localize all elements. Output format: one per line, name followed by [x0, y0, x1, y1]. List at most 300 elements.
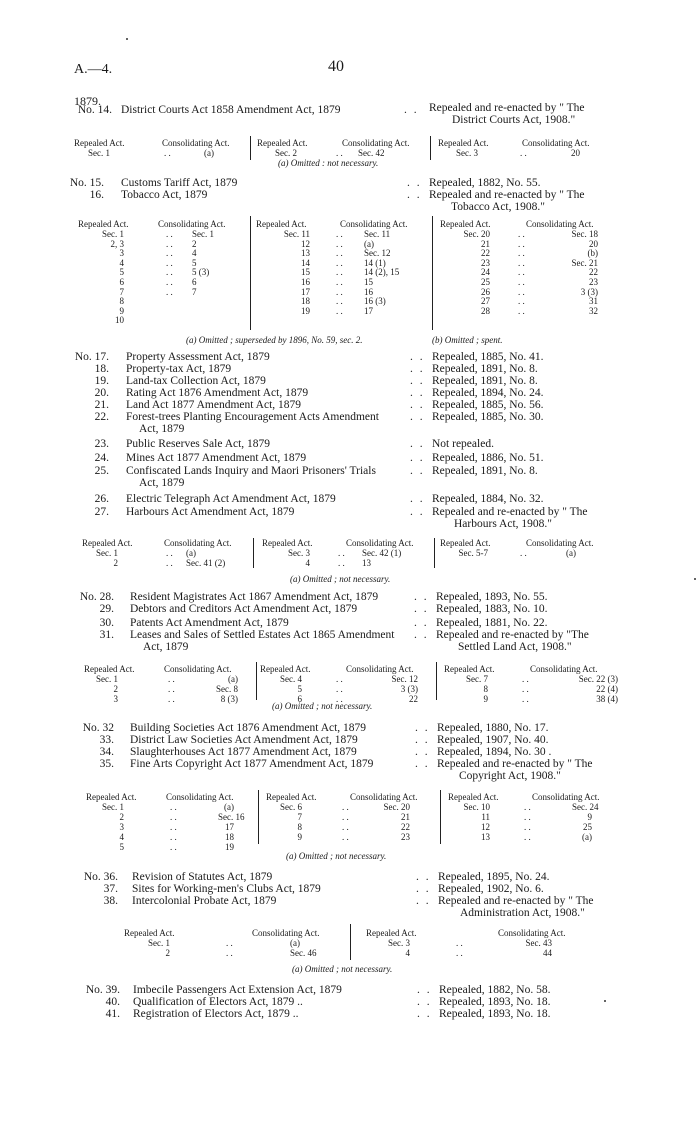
table-cell: . .: [518, 257, 525, 268]
act-title: Debtors and Creditors Act Amendment Act, 1879: [130, 603, 358, 615]
document-reference: A.—4.: [74, 62, 113, 77]
act-title: Revision of Statutes Act, 1879: [132, 871, 273, 883]
act-number: 30.: [99, 617, 114, 629]
header-consolidating-act: Consolidating Act.: [532, 792, 600, 802]
table-cell: 20: [589, 238, 598, 249]
table-cell: 23: [481, 257, 490, 268]
table-cell: . .: [168, 693, 175, 704]
act-number: No. 32: [82, 722, 114, 734]
column-rule: [258, 790, 259, 844]
act-status-continued: Tobacco Act, 1908.": [451, 201, 545, 213]
table-cell: . .: [168, 674, 175, 684]
act-number: No. 39.: [85, 984, 120, 996]
leader-dots: . .: [404, 104, 419, 116]
table-cell: 4: [192, 248, 197, 259]
act-status: Repealed, 1891, No. 8.: [432, 465, 538, 477]
table-cell: Sec. 42 (1): [362, 548, 402, 558]
header-consolidating-act: Consolidating Act.: [158, 219, 226, 229]
act-title: Slaughterhouses Act 1877 Amendment Act, 1879: [130, 746, 357, 758]
act-status: Repealed, 1894, No. 24.: [432, 387, 544, 399]
act-status: Repealed and re-enacted by " The: [429, 189, 585, 201]
table-footnote: (a) Omitted ; not necessary.: [290, 574, 391, 584]
table-cell: 38 (4): [596, 693, 618, 704]
act-number: 18.: [94, 363, 109, 375]
table-cell: (a): [224, 802, 234, 812]
table-cell: Sec. 2: [275, 148, 297, 158]
table-cell: . .: [336, 277, 343, 287]
table-cell: Sec. 7: [466, 674, 488, 684]
act-status: Repealed, 1893, No. 18.: [439, 996, 551, 1008]
act-number: 23.: [94, 438, 109, 450]
act-number: No. 17.: [74, 351, 109, 363]
table-cell: . .: [336, 683, 343, 694]
act-title: Property Assessment Act, 1879: [126, 351, 270, 363]
table-cell: 4: [305, 558, 310, 568]
table-cell: . .: [164, 148, 171, 158]
act-title: Resident Magistrates Act 1867 Amendment Act, 1879: [130, 591, 379, 603]
table-cell: . .: [518, 238, 525, 249]
table-cell: . .: [338, 548, 345, 558]
table-cell: 22 (4): [596, 683, 618, 694]
act-status-continued: Harbours Act, 1908.": [454, 518, 552, 530]
table-cell: . .: [166, 267, 173, 278]
leader-dots: . .: [410, 399, 425, 411]
table-cell: . .: [518, 248, 525, 259]
table-cell: . .: [168, 683, 175, 694]
act-number: 35.: [99, 758, 114, 770]
table-cell: 26: [481, 286, 490, 297]
header-consolidating-act: Consolidating Act.: [252, 928, 320, 938]
act-title: Fine Arts Copyright Act 1877 Amendment Act, 1879: [130, 758, 374, 770]
table-cell: 22: [401, 822, 410, 832]
leader-dots: . .: [410, 411, 425, 423]
table-cell: 23: [401, 832, 410, 842]
table-cell: . .: [520, 548, 527, 558]
act-status: Repealed, 1894, No. 30 .: [437, 746, 552, 758]
header-consolidating-act: Consolidating Act.: [498, 928, 566, 938]
leader-dots: . .: [417, 1008, 432, 1020]
table-cell: . .: [524, 832, 531, 842]
header-repealed-act: Repealed Act.: [266, 792, 317, 802]
act-number: No. 36.: [83, 871, 118, 883]
table-cell: Sec. 3: [288, 548, 310, 558]
header-repealed-act: Repealed Act.: [124, 928, 175, 938]
table-cell: 7: [119, 286, 124, 297]
act-status: Repealed, 1893, No. 55.: [436, 591, 548, 603]
act-status: Repealed, 1884, No. 32.: [432, 493, 544, 505]
table-cell: 23: [589, 277, 598, 287]
column-rule: [440, 790, 441, 844]
header-repealed-act: Repealed Act.: [444, 664, 495, 674]
column-rule: [432, 216, 433, 330]
table-cell: 4: [119, 832, 124, 842]
table-cell: 16: [301, 277, 310, 287]
act-title: Qualification of Electors Act, 1879 ..: [133, 996, 303, 1008]
table-cell: Sec. 21: [571, 257, 598, 268]
act-status: Repealed, 1882, No. 58.: [439, 984, 551, 996]
act-number: 41.: [105, 1008, 120, 1020]
act-status-continued: Administration Act, 1908.": [460, 907, 585, 919]
act-number: 34.: [99, 746, 114, 758]
table-cell: 31: [589, 296, 598, 307]
table-cell: 25: [583, 822, 592, 832]
act-status-continued: District Courts Act, 1908.": [452, 114, 576, 126]
table-cell: (a): [364, 238, 374, 249]
table-cell: 9: [297, 832, 302, 842]
header-consolidating-act: Consolidating Act.: [164, 664, 232, 674]
table-cell: . .: [520, 148, 527, 158]
table-cell: Sec. 10: [463, 802, 490, 812]
table-cell: Sec. 1: [96, 674, 118, 684]
table-cell: Sec. 1: [102, 229, 124, 239]
act-status: Repealed, 1885, No. 30.: [432, 411, 544, 423]
leader-dots: . .: [410, 375, 425, 387]
leader-dots: . .: [414, 617, 429, 629]
table-cell: 3 (3): [400, 683, 418, 694]
act-status: Repealed, 1895, No. 24.: [438, 871, 550, 883]
table-cell: Sec. 41 (2): [186, 558, 226, 568]
table-cell: 15: [364, 277, 373, 287]
leader-dots: . .: [410, 493, 425, 505]
table-cell: . .: [456, 938, 463, 948]
table-cell: . .: [518, 277, 525, 287]
table-cell: . .: [524, 822, 531, 832]
table-cell: (a): [582, 832, 592, 842]
leader-dots: . .: [410, 438, 425, 450]
table-cell: . .: [336, 229, 343, 239]
act-status: Repealed, 1891, No. 8.: [432, 375, 538, 387]
table-cell: (a): [228, 674, 238, 684]
table-cell: . .: [336, 238, 343, 249]
table-cell: Sec. 11: [283, 229, 310, 239]
table-cell: 20: [571, 148, 580, 158]
table-cell: Sec. 16: [218, 812, 245, 822]
table-cell: . .: [170, 822, 177, 832]
table-cell: . .: [336, 693, 343, 704]
table-cell: 13: [301, 248, 310, 259]
table-cell: 18: [225, 832, 234, 842]
act-number: 25.: [94, 465, 109, 477]
act-number: No. 14.: [77, 104, 112, 116]
act-status: Repealed and re-enacted by " The: [429, 102, 585, 114]
table-cell: 44: [543, 948, 552, 958]
act-status: Repealed, 1885, No. 56.: [432, 399, 544, 411]
act-title: Intercolonial Probate Act, 1879: [132, 895, 277, 907]
header-consolidating-act: Consolidating Act.: [530, 664, 598, 674]
table-cell: 7: [297, 812, 302, 822]
table-cell: Sec. 1: [192, 229, 214, 239]
act-title: Sites for Working-men's Clubs Act, 1879: [132, 883, 321, 895]
table-cell: 3: [119, 248, 124, 259]
table-cell: 32: [589, 305, 598, 316]
leader-dots: . .: [417, 984, 432, 996]
table-cell: . .: [518, 305, 525, 316]
act-title: Electric Telegraph Act Amendment Act, 1879: [126, 493, 336, 505]
table-cell: 9: [483, 693, 488, 704]
table-cell: 17: [364, 305, 373, 316]
table-cell: . .: [226, 948, 233, 958]
table-cell: . .: [524, 812, 531, 822]
table-cell: (a): [566, 548, 576, 558]
table-cell: 5: [119, 842, 124, 852]
table-footnote: (a) Omitted : not necessary.: [278, 158, 379, 168]
act-title: Customs Tariff Act, 1879: [121, 177, 238, 189]
act-title: Rating Act 1876 Amendment Act, 1879: [126, 387, 309, 399]
table-cell: . .: [338, 558, 345, 568]
table-cell: Sec. 11: [364, 229, 391, 239]
act-title: Forest-trees Planting Encouragement Acts Amendment: [126, 411, 379, 423]
table-cell: 17: [225, 822, 234, 832]
column-rule: [250, 136, 251, 160]
leader-dots: . .: [414, 603, 429, 615]
act-number: No. 15.: [69, 177, 104, 189]
header-repealed-act: Repealed Act.: [366, 928, 417, 938]
table-cell: 2: [113, 683, 118, 694]
table-cell: 14 (2), 15: [364, 267, 400, 278]
act-title: District Law Societies Act Amendment Act, 1879: [130, 734, 358, 746]
act-title: Mines Act 1877 Amendment Act, 1879: [126, 452, 307, 464]
table-cell: . .: [518, 229, 525, 239]
table-cell: Sec. 1: [88, 148, 110, 158]
table-cell: Sec. 42: [358, 148, 385, 158]
table-footnote: (a) Omitted ; not necessary.: [286, 851, 387, 861]
header-consolidating-act: Consolidating Act.: [342, 138, 410, 148]
act-number: 16.: [89, 189, 104, 201]
table-footnote: (a) Omitted ; superseded by 1896, No. 59, sec. 2.: [186, 335, 363, 345]
table-cell: Sec. 18: [571, 229, 598, 239]
act-number: 20.: [94, 387, 109, 399]
table-cell: (a): [204, 148, 214, 158]
act-title: Tobacco Act, 1879: [121, 189, 208, 201]
leader-dots: . .: [415, 746, 430, 758]
table-cell: . .: [336, 148, 343, 158]
table-cell: 13: [481, 832, 490, 842]
table-cell: 3 (3): [580, 286, 598, 297]
act-title: Land-tax Collection Act, 1879: [126, 375, 266, 387]
column-rule: [250, 216, 251, 330]
table-cell: . .: [170, 832, 177, 842]
leader-dots: . .: [410, 506, 425, 518]
leader-dots: . .: [415, 734, 430, 746]
table-cell: 12: [301, 238, 310, 249]
table-cell: 4: [405, 948, 410, 958]
act-number: 38.: [103, 895, 118, 907]
table-cell: . .: [342, 822, 349, 832]
table-cell: . .: [336, 248, 343, 259]
table-cell: . .: [336, 296, 343, 307]
table-cell: . .: [336, 257, 343, 268]
column-rule: [430, 136, 431, 160]
table-cell: Sec. 46: [290, 948, 317, 958]
act-status: Repealed, 1881, No. 22.: [436, 617, 548, 629]
header-repealed-act: Repealed Act.: [84, 664, 135, 674]
table-cell: . .: [166, 248, 173, 259]
speck-mark: [604, 1000, 606, 1002]
table-cell: 5: [119, 267, 124, 278]
table-cell: 9: [119, 305, 124, 316]
table-footnote: (a) Omitted ; not necessary.: [272, 701, 373, 711]
table-cell: 2: [113, 558, 118, 568]
act-number: No. 28.: [79, 591, 114, 603]
act-title: Confiscated Lands Inquiry and Maori Prisoners' Trials: [126, 465, 376, 477]
table-cell: . .: [522, 674, 529, 684]
table-cell: . .: [336, 267, 343, 278]
act-status: Not repealed.: [432, 438, 494, 450]
act-title: Building Societies Act 1876 Amendment Act, 1879: [130, 722, 367, 734]
table-cell: 6: [119, 277, 124, 287]
leader-dots: . .: [410, 387, 425, 399]
table-cell: . .: [336, 286, 343, 297]
table-cell: Sec. 8: [216, 683, 238, 694]
table-cell: 2, 3: [110, 238, 124, 249]
table-cell: 21: [401, 812, 410, 822]
table-cell: 17: [301, 286, 310, 297]
act-title-continued: Act, 1879: [139, 477, 185, 489]
table-cell: 22: [589, 267, 598, 278]
table-cell: 12: [481, 822, 490, 832]
table-cell: 3: [119, 822, 124, 832]
header-repealed-act: Repealed Act.: [257, 138, 308, 148]
act-title: Public Reserves Sale Act, 1879: [126, 438, 271, 450]
table-cell: 16: [364, 286, 373, 297]
act-status: Repealed, 1893, No. 18.: [439, 1008, 551, 1020]
leader-dots: . .: [410, 363, 425, 375]
table-cell: . .: [522, 683, 529, 694]
header-consolidating-act: Consolidating Act.: [340, 219, 408, 229]
act-status: Repealed, 1891, No. 8.: [432, 363, 538, 375]
table-cell: (a): [186, 548, 196, 558]
leader-dots: . .: [414, 629, 429, 641]
table-cell: Sec. 1: [96, 548, 118, 558]
act-status: Repealed and re-enacted by " The: [438, 895, 594, 907]
act-number: 27.: [94, 506, 109, 518]
act-status-continued: Settled Land Act, 1908.": [458, 641, 572, 653]
page-number: 40: [328, 58, 344, 75]
table-cell: . .: [524, 802, 531, 812]
header-consolidating-act: Consolidating Act.: [164, 538, 232, 548]
table-cell: . .: [166, 558, 173, 568]
table-cell: Sec. 22 (3): [578, 674, 618, 684]
speck-mark: [126, 38, 128, 40]
table-cell: Sec. 3: [456, 148, 478, 158]
leader-dots: . .: [410, 465, 425, 477]
table-cell: . .: [522, 693, 529, 704]
table-cell: Sec. 20: [383, 802, 410, 812]
table-cell: 3: [113, 693, 118, 704]
header-consolidating-act: Consolidating Act.: [162, 138, 230, 148]
header-repealed-act: Repealed Act.: [438, 138, 489, 148]
act-title-continued: Act, 1879: [143, 641, 189, 653]
table-cell: . .: [166, 286, 173, 297]
act-number: 40.: [105, 996, 120, 1008]
table-cell: 5 (3): [192, 267, 210, 278]
table-cell: . .: [336, 674, 343, 684]
leader-dots: . .: [416, 871, 431, 883]
speck-mark: [694, 578, 696, 580]
table-cell: Sec. 1: [102, 802, 124, 812]
header-repealed-act: Repealed Act.: [262, 538, 313, 548]
leader-dots: . .: [417, 996, 432, 1008]
leader-dots: . .: [414, 591, 429, 603]
header-consolidating-act: Consolidating Act.: [522, 138, 590, 148]
table-cell: Sec. 24: [572, 802, 599, 812]
act-status-continued: Copyright Act, 1908.": [459, 770, 561, 782]
table-footnote: (b) Omitted ; spent.: [432, 335, 503, 345]
leader-dots: . .: [416, 895, 431, 907]
header-repealed-act: Repealed Act.: [82, 538, 133, 548]
act-number: 33.: [99, 734, 114, 746]
column-rule: [350, 924, 351, 960]
table-cell: 22: [409, 693, 418, 704]
column-rule: [434, 538, 435, 568]
column-rule: [436, 662, 437, 700]
act-title: Property-tax Act, 1879: [126, 363, 232, 375]
act-status: Repealed, 1882, No. 55.: [429, 177, 541, 189]
table-cell: Sec. 5-7: [458, 548, 488, 558]
table-footnote: (a) Omitted ; not necessary.: [292, 964, 393, 974]
act-status: Repealed, 1907, No. 40.: [437, 734, 549, 746]
table-cell: . .: [170, 842, 177, 852]
table-cell: 4: [119, 257, 124, 268]
table-cell: 19: [225, 842, 234, 852]
table-cell: . .: [166, 238, 173, 249]
table-cell: . .: [518, 286, 525, 297]
table-cell: 2: [165, 948, 170, 958]
act-title: Leases and Sales of Settled Estates Act 1865 Amendment: [130, 629, 395, 641]
table-cell: 28: [481, 305, 490, 316]
table-cell: 14 (1): [364, 257, 386, 268]
leader-dots: . .: [410, 351, 425, 363]
table-cell: 18: [301, 296, 310, 307]
table-cell: 19: [301, 305, 310, 316]
table-cell: Sec. 12: [364, 248, 391, 259]
column-rule: [253, 538, 254, 568]
table-cell: 16 (3): [364, 296, 386, 307]
table-cell: Sec. 43: [525, 938, 552, 948]
leader-dots: . .: [416, 883, 431, 895]
table-cell: 21: [481, 238, 490, 249]
act-number: 22.: [94, 411, 109, 423]
table-cell: (b): [587, 248, 598, 259]
act-number: 29.: [99, 603, 114, 615]
table-cell: 5: [297, 683, 302, 694]
table-cell: Sec. 4: [280, 674, 302, 684]
table-cell: 8 (3): [220, 693, 238, 704]
table-cell: 27: [481, 296, 490, 307]
table-cell: 7: [192, 286, 197, 297]
table-cell: 6: [297, 693, 302, 704]
table-cell: 8: [483, 683, 488, 694]
table-cell: . .: [170, 812, 177, 822]
table-cell: 25: [481, 277, 490, 287]
table-cell: . .: [170, 802, 177, 812]
act-title: Registration of Electors Act, 1879 ..: [133, 1008, 299, 1020]
act-status: Repealed and re-enacted by " The: [432, 506, 588, 518]
leader-dots: . .: [415, 722, 430, 734]
leader-dots: . .: [415, 758, 430, 770]
leader-dots: . .: [407, 177, 422, 189]
table-cell: . .: [166, 229, 173, 239]
act-number: 19.: [94, 375, 109, 387]
leader-dots: . .: [407, 189, 422, 201]
act-number: 24.: [94, 452, 109, 464]
act-title: District Courts Act 1858 Amendment Act, 1879: [121, 104, 341, 116]
header-repealed-act: Repealed Act.: [448, 792, 499, 802]
table-cell: 14: [301, 257, 310, 268]
table-cell: . .: [166, 548, 173, 558]
act-number: 31.: [99, 629, 114, 641]
header-repealed-act: Repealed Act.: [78, 219, 129, 229]
